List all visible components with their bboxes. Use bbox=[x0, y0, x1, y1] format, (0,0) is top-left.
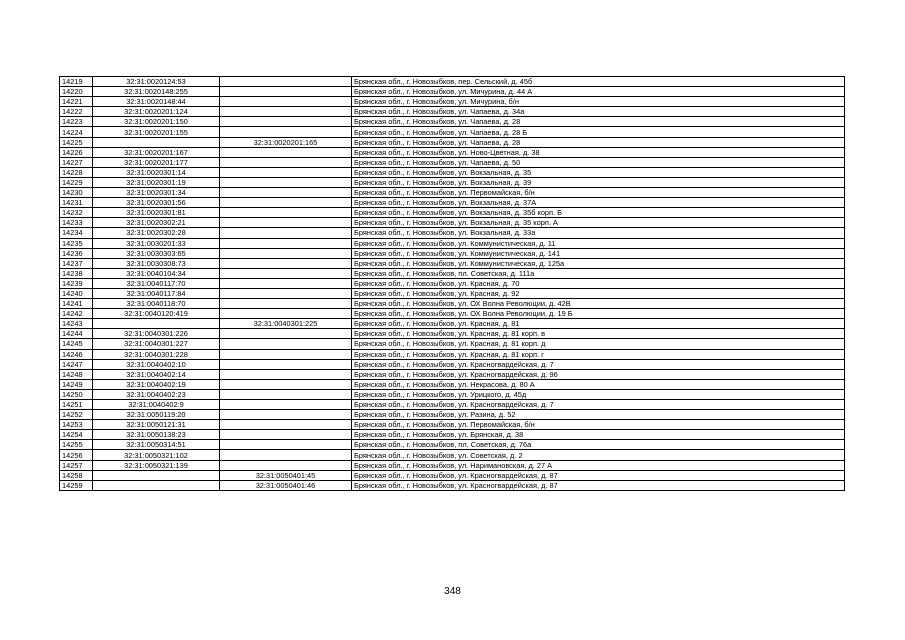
cadastral-number-cell: 32:31:0020301:81 bbox=[93, 208, 220, 218]
address-cell: Брянская обл., г. Новозыбков, ул. Некрасова, д. 80 А bbox=[352, 379, 845, 389]
row-number-cell: 14222 bbox=[60, 107, 93, 117]
building-cadastral-number-cell: 32:31:0050401:46 bbox=[220, 480, 352, 490]
row-number-cell: 14242 bbox=[60, 309, 93, 319]
row-number-cell: 14232 bbox=[60, 208, 93, 218]
table-row bbox=[60, 319, 845, 329]
row-number-cell: 14223 bbox=[60, 117, 93, 127]
cadastral-number-cell: 32:31:0020301:34 bbox=[93, 188, 220, 198]
building-cadastral-number-cell bbox=[220, 248, 352, 258]
row-number-cell: 14234 bbox=[60, 228, 93, 238]
row-number-cell: 14231 bbox=[60, 198, 93, 208]
row-number-cell: 14221 bbox=[60, 97, 93, 107]
table-row bbox=[60, 188, 845, 198]
row-number-cell: 14248 bbox=[60, 369, 93, 379]
cadastral-number-cell: 32:31:0040117:84 bbox=[93, 288, 220, 298]
building-cadastral-number-cell bbox=[220, 107, 352, 117]
table-row bbox=[60, 400, 845, 410]
cadastral-number-cell: 32:31:0020301:14 bbox=[93, 167, 220, 177]
table-row bbox=[60, 309, 845, 319]
address-cell: Брянская обл., г. Новозыбков, ул. Вокзальная, д. 39 bbox=[352, 177, 845, 187]
building-cadastral-number-cell bbox=[220, 87, 352, 97]
row-number-cell: 14219 bbox=[60, 77, 93, 87]
address-cell: Брянская обл., г. Новозыбков, ул. Красногвардейская, д. 7 bbox=[352, 359, 845, 369]
cadastral-number-cell bbox=[93, 319, 220, 329]
table-row bbox=[60, 177, 845, 187]
table-row bbox=[60, 288, 845, 298]
cadastral-number-cell bbox=[93, 137, 220, 147]
building-cadastral-number-cell bbox=[220, 379, 352, 389]
cadastral-number-cell: 32:31:0020124:53 bbox=[93, 77, 220, 87]
building-cadastral-number-cell bbox=[220, 288, 352, 298]
table-row bbox=[60, 127, 845, 137]
building-cadastral-number-cell bbox=[220, 369, 352, 379]
cadastral-number-cell: 32:31:0020148:44 bbox=[93, 97, 220, 107]
building-cadastral-number-cell bbox=[220, 450, 352, 460]
address-cell: Брянская обл., г. Новозыбков, ул. Коммунистическая, д. 125а bbox=[352, 258, 845, 268]
row-number-cell: 14247 bbox=[60, 359, 93, 369]
address-cell: Брянская обл., г. Новозыбков, ул. Красногвардейская, д. 87 bbox=[352, 470, 845, 480]
cadastral-number-cell: 32:31:0040117:70 bbox=[93, 278, 220, 288]
address-cell: Брянская обл., г. Новозыбков, ул. Красная, д. 81 корп. д bbox=[352, 339, 845, 349]
table-row bbox=[60, 379, 845, 389]
address-cell: Брянская обл., г. Новозыбков, ул. Красная, д. 81 корп. г bbox=[352, 349, 845, 359]
row-number-cell: 14239 bbox=[60, 278, 93, 288]
cadastral-number-cell: 32:31:0030201:33 bbox=[93, 238, 220, 248]
address-cell: Брянская обл., г. Новозыбков, ул. Коммунистическая, д. 11 bbox=[352, 238, 845, 248]
table-row bbox=[60, 87, 845, 97]
address-cell: Брянская обл., г. Новозыбков, пл. Советская, д. 76а bbox=[352, 440, 845, 450]
building-cadastral-number-cell bbox=[220, 299, 352, 309]
row-number-cell: 14230 bbox=[60, 188, 93, 198]
building-cadastral-number-cell bbox=[220, 97, 352, 107]
address-cell: Брянская обл., г. Новозыбков, ул. Коммунистическая, д. 141 bbox=[352, 248, 845, 258]
cadastral-number-cell: 32:31:0050321:102 bbox=[93, 450, 220, 460]
table-row bbox=[60, 137, 845, 147]
row-number-cell: 14238 bbox=[60, 268, 93, 278]
cadastral-number-cell: 32:31:0040402:14 bbox=[93, 369, 220, 379]
table-row bbox=[60, 359, 845, 369]
table-row bbox=[60, 167, 845, 177]
cadastral-number-cell bbox=[93, 470, 220, 480]
cadastral-number-cell: 32:31:0050314:51 bbox=[93, 440, 220, 450]
address-cell: Брянская обл., г. Новозыбков, ул. Красная, д. 70 bbox=[352, 278, 845, 288]
address-cell: Брянская обл., г. Новозыбков, ул. Чапаева, д. 28 Б bbox=[352, 127, 845, 137]
address-cell: Брянская обл., г. Новозыбков, пер. Сельский, д. 45б bbox=[352, 77, 845, 87]
table-row bbox=[60, 460, 845, 470]
table-row bbox=[60, 157, 845, 167]
address-cell: Брянская обл., г. Новозыбков, ул. Красногвардейская, д. 96 bbox=[352, 369, 845, 379]
table-row bbox=[60, 389, 845, 399]
cadastral-number-cell: 32:31:0040301:228 bbox=[93, 349, 220, 359]
table-row bbox=[60, 268, 845, 278]
address-cell: Брянская обл., г. Новозыбков, ул. Мичурина, д. 44 А bbox=[352, 87, 845, 97]
property-registry-table bbox=[59, 76, 845, 491]
table-row bbox=[60, 147, 845, 157]
address-cell: Брянская обл., г. Новозыбков, ул. Вокзальная, д. 35 корп. А bbox=[352, 218, 845, 228]
table-row bbox=[60, 238, 845, 248]
building-cadastral-number-cell bbox=[220, 238, 352, 248]
building-cadastral-number-cell bbox=[220, 268, 352, 278]
cadastral-number-cell: 32:31:0040402:10 bbox=[93, 359, 220, 369]
building-cadastral-number-cell bbox=[220, 258, 352, 268]
row-number-cell: 14224 bbox=[60, 127, 93, 137]
building-cadastral-number-cell bbox=[220, 117, 352, 127]
row-number-cell: 14240 bbox=[60, 288, 93, 298]
row-number-cell: 14254 bbox=[60, 430, 93, 440]
table-row bbox=[60, 470, 845, 480]
cadastral-number-cell: 32:31:0050138:23 bbox=[93, 430, 220, 440]
cadastral-number-cell: 32:31:0040402:19 bbox=[93, 379, 220, 389]
row-number-cell: 14256 bbox=[60, 450, 93, 460]
building-cadastral-number-cell bbox=[220, 359, 352, 369]
table-row bbox=[60, 77, 845, 87]
address-cell: Брянская обл., г. Новозыбков, ул. Брянская, д. 38 bbox=[352, 430, 845, 440]
address-cell: Брянская обл., г. Новозыбков, ул. Вокзальная, д. 35б корп. Б bbox=[352, 208, 845, 218]
row-number-cell: 14229 bbox=[60, 177, 93, 187]
address-cell: Брянская обл., г. Новозыбков, ул. Чапаева, д. 34а bbox=[352, 107, 845, 117]
building-cadastral-number-cell bbox=[220, 460, 352, 470]
cadastral-number-cell: 32:31:0040301:227 bbox=[93, 339, 220, 349]
cadastral-number-cell: 32:31:0030303:65 bbox=[93, 248, 220, 258]
address-cell: Брянская обл., г. Новозыбков, ул. Чапаева, д. 28 bbox=[352, 117, 845, 127]
building-cadastral-number-cell bbox=[220, 127, 352, 137]
table-row bbox=[60, 208, 845, 218]
row-number-cell: 14252 bbox=[60, 410, 93, 420]
row-number-cell: 14235 bbox=[60, 238, 93, 248]
cadastral-number-cell: 32:31:0020201:124 bbox=[93, 107, 220, 117]
row-number-cell: 14246 bbox=[60, 349, 93, 359]
building-cadastral-number-cell bbox=[220, 198, 352, 208]
table-row bbox=[60, 349, 845, 359]
building-cadastral-number-cell bbox=[220, 329, 352, 339]
building-cadastral-number-cell bbox=[220, 430, 352, 440]
cadastral-number-cell: 32:31:0020148:255 bbox=[93, 87, 220, 97]
building-cadastral-number-cell bbox=[220, 339, 352, 349]
cadastral-number-cell: 32:31:0040118:70 bbox=[93, 299, 220, 309]
building-cadastral-number-cell bbox=[220, 440, 352, 450]
address-cell: Брянская обл., г. Новозыбков, ул. Вокзальная, д. 33а bbox=[352, 228, 845, 238]
cadastral-number-cell: 32:31:0020201:167 bbox=[93, 147, 220, 157]
cadastral-number-cell: 32:31:0020201:155 bbox=[93, 127, 220, 137]
address-cell: Брянская обл., г. Новозыбков, ул. Урицкого, д. 45д bbox=[352, 389, 845, 399]
address-cell: Брянская обл., г. Новозыбков, ул. Первомайская, б/н bbox=[352, 420, 845, 430]
table-row bbox=[60, 258, 845, 268]
building-cadastral-number-cell bbox=[220, 309, 352, 319]
building-cadastral-number-cell bbox=[220, 208, 352, 218]
cadastral-number-cell: 32:31:0020201:150 bbox=[93, 117, 220, 127]
building-cadastral-number-cell bbox=[220, 389, 352, 399]
cadastral-number-cell: 32:31:0020301:56 bbox=[93, 198, 220, 208]
row-number-cell: 14226 bbox=[60, 147, 93, 157]
building-cadastral-number-cell bbox=[220, 167, 352, 177]
table-row bbox=[60, 299, 845, 309]
row-number-cell: 14253 bbox=[60, 420, 93, 430]
cadastral-number-cell: 32:31:0050119:20 bbox=[93, 410, 220, 420]
address-cell: Брянская обл., г. Новозыбков, ул. Чапаева, д. 50 bbox=[352, 157, 845, 167]
cadastral-number-cell: 32:31:0020201:177 bbox=[93, 157, 220, 167]
table-row bbox=[60, 440, 845, 450]
registry-table-body bbox=[60, 77, 845, 491]
address-cell: Брянская обл., г. Новозыбков, ул. Красная, д. 81 корп. в bbox=[352, 329, 845, 339]
building-cadastral-number-cell: 32:31:0050401:45 bbox=[220, 470, 352, 480]
address-cell: Брянская обл., г. Новозыбков, ул. Мичурина, б/н bbox=[352, 97, 845, 107]
cadastral-number-cell: 32:31:0040301:226 bbox=[93, 329, 220, 339]
table-row bbox=[60, 450, 845, 460]
address-cell: Брянская обл., г. Новозыбков, ул. Красная, д. 92 bbox=[352, 288, 845, 298]
address-cell: Брянская обл., г. Новозыбков, ул. Первомайская, б/н bbox=[352, 188, 845, 198]
cadastral-number-cell: 32:31:0020302:21 bbox=[93, 218, 220, 228]
cadastral-number-cell: 32:31:0040104:34 bbox=[93, 268, 220, 278]
cadastral-number-cell bbox=[93, 480, 220, 490]
building-cadastral-number-cell bbox=[220, 147, 352, 157]
table-row bbox=[60, 107, 845, 117]
building-cadastral-number-cell bbox=[220, 177, 352, 187]
building-cadastral-number-cell bbox=[220, 77, 352, 87]
building-cadastral-number-cell bbox=[220, 410, 352, 420]
address-cell: Брянская обл., г. Новозыбков, ул. Советская, д. 2 bbox=[352, 450, 845, 460]
row-number-cell: 14258 bbox=[60, 470, 93, 480]
table-row bbox=[60, 278, 845, 288]
row-number-cell: 14257 bbox=[60, 460, 93, 470]
building-cadastral-number-cell bbox=[220, 188, 352, 198]
cadastral-number-cell: 32:31:0020302:28 bbox=[93, 228, 220, 238]
row-number-cell: 14259 bbox=[60, 480, 93, 490]
building-cadastral-number-cell bbox=[220, 400, 352, 410]
row-number-cell: 14251 bbox=[60, 400, 93, 410]
row-number-cell: 14220 bbox=[60, 87, 93, 97]
row-number-cell: 14255 bbox=[60, 440, 93, 450]
building-cadastral-number-cell bbox=[220, 218, 352, 228]
address-cell: Брянская обл., г. Новозыбков, ул. Ново-Цветная, д. 38 bbox=[352, 147, 845, 157]
row-number-cell: 14237 bbox=[60, 258, 93, 268]
cadastral-number-cell: 32:31:0050121:31 bbox=[93, 420, 220, 430]
table-row bbox=[60, 218, 845, 228]
row-number-cell: 14225 bbox=[60, 137, 93, 147]
table-row bbox=[60, 248, 845, 258]
row-number-cell: 14236 bbox=[60, 248, 93, 258]
building-cadastral-number-cell bbox=[220, 420, 352, 430]
row-number-cell: 14245 bbox=[60, 339, 93, 349]
cadastral-number-cell: 32:31:0040402:23 bbox=[93, 389, 220, 399]
cadastral-number-cell: 32:31:0040120:419 bbox=[93, 309, 220, 319]
building-cadastral-number-cell: 32:31:0020201:165 bbox=[220, 137, 352, 147]
table-row bbox=[60, 420, 845, 430]
cadastral-number-cell: 32:31:0030308:73 bbox=[93, 258, 220, 268]
address-cell: Брянская обл., г. Новозыбков, ул. Вокзальная, д. 37А bbox=[352, 198, 845, 208]
address-cell: Брянская обл., г. Новозыбков, пл. Советская, д. 111а bbox=[352, 268, 845, 278]
address-cell: Брянская обл., г. Новозыбков, ул. Красная, д. 81 bbox=[352, 319, 845, 329]
row-number-cell: 14249 bbox=[60, 379, 93, 389]
building-cadastral-number-cell: 32:31:0040301:225 bbox=[220, 319, 352, 329]
address-cell: Брянская обл., г. Новозыбков, ул. Чапаева, д. 28 bbox=[352, 137, 845, 147]
row-number-cell: 14228 bbox=[60, 167, 93, 177]
address-cell: Брянская обл., г. Новозыбков, ул. Наримановская, д. 27 А bbox=[352, 460, 845, 470]
row-number-cell: 14250 bbox=[60, 389, 93, 399]
table-row bbox=[60, 339, 845, 349]
table-row bbox=[60, 198, 845, 208]
row-number-cell: 14233 bbox=[60, 218, 93, 228]
table-row bbox=[60, 329, 845, 339]
cadastral-number-cell: 32:31:0040402:9 bbox=[93, 400, 220, 410]
building-cadastral-number-cell bbox=[220, 349, 352, 359]
building-cadastral-number-cell bbox=[220, 278, 352, 288]
building-cadastral-number-cell bbox=[220, 157, 352, 167]
row-number-cell: 14243 bbox=[60, 319, 93, 329]
address-cell: Брянская обл., г. Новозыбков, ул. ОХ Волна Революции, д. 19 Б bbox=[352, 309, 845, 319]
row-number-cell: 14244 bbox=[60, 329, 93, 339]
row-number-cell: 14241 bbox=[60, 299, 93, 309]
address-cell: Брянская обл., г. Новозыбков, ул. Красногвардейская, д. 7 bbox=[352, 400, 845, 410]
address-cell: Брянская обл., г. Новозыбков, ул. Красногвардейская, д. 87 bbox=[352, 480, 845, 490]
table-row bbox=[60, 480, 845, 490]
address-cell: Брянская обл., г. Новозыбков, ул. Вокзальная, д. 35 bbox=[352, 167, 845, 177]
address-cell: Брянская обл., г. Новозыбков, ул. ОХ Волна Революции, д. 42В bbox=[352, 299, 845, 309]
table-row bbox=[60, 97, 845, 107]
table-row bbox=[60, 430, 845, 440]
page-number: 348 bbox=[444, 586, 461, 597]
building-cadastral-number-cell bbox=[220, 228, 352, 238]
row-number-cell: 14227 bbox=[60, 157, 93, 167]
table-row bbox=[60, 369, 845, 379]
cadastral-number-cell: 32:31:0020301:19 bbox=[93, 177, 220, 187]
table-row bbox=[60, 228, 845, 238]
cadastral-number-cell: 32:31:0050321:139 bbox=[93, 460, 220, 470]
address-cell: Брянская обл., г. Новозыбков, ул. Разина, д. 52 bbox=[352, 410, 845, 420]
table-row bbox=[60, 117, 845, 127]
table-row bbox=[60, 410, 845, 420]
